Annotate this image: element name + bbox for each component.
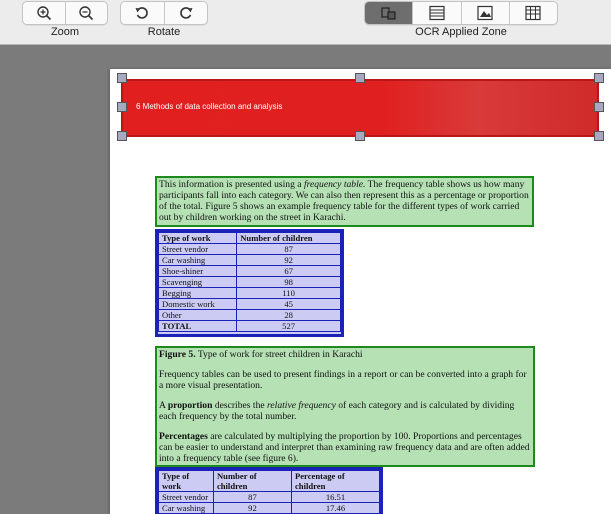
zoom-out-button[interactable]	[66, 2, 108, 24]
table-cell: Street vendor	[159, 244, 237, 255]
rotate-left-button[interactable]	[121, 2, 165, 24]
rotate-right-icon	[178, 5, 194, 21]
table-cell: 17.46	[291, 503, 379, 514]
table-header-cell: Number of children	[237, 233, 341, 244]
ocr-zone-button-group	[364, 1, 558, 25]
zoom-out-icon	[78, 5, 94, 21]
resize-handle-middle-right[interactable]	[594, 102, 604, 112]
text-zone-body[interactable]	[155, 346, 535, 467]
rotate-button-group	[120, 1, 208, 25]
paragraph-percentages	[159, 431, 531, 464]
proportion-text-b: describes the	[212, 400, 268, 411]
proportion-text-a: A	[159, 400, 168, 411]
table-cell: Street vendor	[159, 492, 214, 503]
table-header-cell: Type of work	[159, 471, 214, 492]
table-row	[159, 255, 341, 266]
table-cell: Domestic work	[159, 299, 237, 310]
text-zone-button[interactable]	[365, 2, 413, 24]
toolbar	[0, 0, 611, 45]
intro-text-b: The frequency table shows us how many participants fall into each category. We can also then represent this as a percentage or proportion of the total. Figure 5 shows an example frequency table for the different types of work carried out by children working on the street in Karachi.	[159, 179, 529, 223]
table-cell: 92	[237, 255, 341, 266]
rotate-right-button[interactable]	[165, 2, 208, 24]
table-row	[159, 277, 341, 288]
table-row	[159, 244, 341, 255]
table-cell: Shoe-shiner	[159, 266, 237, 277]
grid-zone-icon	[524, 5, 542, 21]
figure-caption-text: Type of work for street children in Karachi	[195, 349, 363, 360]
table-zone-frequency[interactable]	[155, 229, 344, 337]
banner-title: 6 Methods of data collection and analysis	[136, 102, 283, 111]
table-header-cell: Percentage of children	[291, 471, 379, 492]
resize-handle-bottom-right[interactable]	[594, 131, 604, 141]
relative-frequency-term: relative frequency	[267, 400, 336, 411]
image-zone-banner[interactable]	[121, 79, 599, 137]
table-cell: 87	[213, 492, 291, 503]
resize-handle-top-center[interactable]	[355, 73, 365, 83]
zoom-label: Zoom	[50, 26, 80, 38]
table-row	[159, 266, 341, 277]
table-cell: 110	[237, 288, 341, 299]
percentages-term: Percentages	[159, 431, 208, 442]
proportion-text-c: of each category and is calculated by dividing each frequency by the total number.	[159, 400, 515, 422]
table-row	[159, 503, 380, 514]
resize-handle-top-right[interactable]	[594, 73, 604, 83]
table-header-cell: Number of children	[213, 471, 291, 492]
table-cell: 98	[237, 277, 341, 288]
table-cell: 527	[237, 321, 341, 332]
table-cell: 45	[237, 299, 341, 310]
document-page	[110, 69, 611, 514]
table-row	[159, 299, 341, 310]
table-zone-button[interactable]	[413, 2, 461, 24]
table-cell: 16.51	[291, 492, 379, 503]
table-cell: 87	[237, 244, 341, 255]
table-cell: 28	[237, 310, 341, 321]
frequency-table	[158, 232, 341, 332]
figure-caption	[159, 349, 531, 360]
grid-zone-button[interactable]	[510, 2, 557, 24]
rotate-label: Rotate	[147, 26, 181, 38]
resize-handle-top-left[interactable]	[117, 73, 127, 83]
zoom-in-icon	[36, 5, 52, 21]
table-row	[159, 288, 341, 299]
text-zone-icon	[380, 5, 398, 21]
rotate-left-icon	[134, 5, 150, 21]
table-header-cell: Type of work	[159, 233, 237, 244]
intro-text-em: frequency table.	[303, 179, 366, 190]
table-zone-percentage[interactable]	[155, 467, 383, 514]
table-cell: Scavenging	[159, 277, 237, 288]
table-cell: 67	[237, 266, 341, 277]
resize-handle-middle-left[interactable]	[117, 102, 127, 112]
table-cell: 92	[213, 503, 291, 514]
table-cell: Other	[159, 310, 237, 321]
table-row	[159, 310, 341, 321]
zoom-button-group	[22, 1, 108, 25]
table-cell: Car washing	[159, 503, 214, 514]
paragraph-proportion	[159, 400, 531, 422]
paragraph-frequency-tables: Frequency tables can be used to present findings in a report or can be converted into a graph for a more visual presentation.	[159, 369, 527, 391]
text-zone-intro[interactable]	[155, 176, 534, 227]
zoom-in-button[interactable]	[23, 2, 66, 24]
table-cell: TOTAL	[159, 321, 237, 332]
percentage-table	[158, 470, 380, 514]
ocr-zone-label: OCR Applied Zone	[415, 26, 507, 38]
percentages-text: are calculated by multiplying the proportion by 100. Proportions and percentages can be easier to understand and interpret than examining raw frequency data and are often added into a frequency table (see figure 6).	[159, 431, 530, 464]
table-cell: Car washing	[159, 255, 237, 266]
resize-handle-bottom-center[interactable]	[355, 131, 365, 141]
table-row	[159, 321, 341, 332]
image-zone-button[interactable]	[462, 2, 510, 24]
intro-text-a: This information is presented using a	[159, 179, 304, 190]
table-header-row	[159, 471, 380, 492]
table-zone-icon	[428, 5, 446, 21]
proportion-term: proportion	[167, 400, 213, 411]
image-zone-icon	[476, 5, 494, 21]
resize-handle-bottom-left[interactable]	[117, 131, 127, 141]
figure-label: Figure 5.	[159, 349, 196, 360]
table-row	[159, 492, 380, 503]
table-header-row	[159, 233, 341, 244]
table-cell: Begging	[159, 288, 237, 299]
